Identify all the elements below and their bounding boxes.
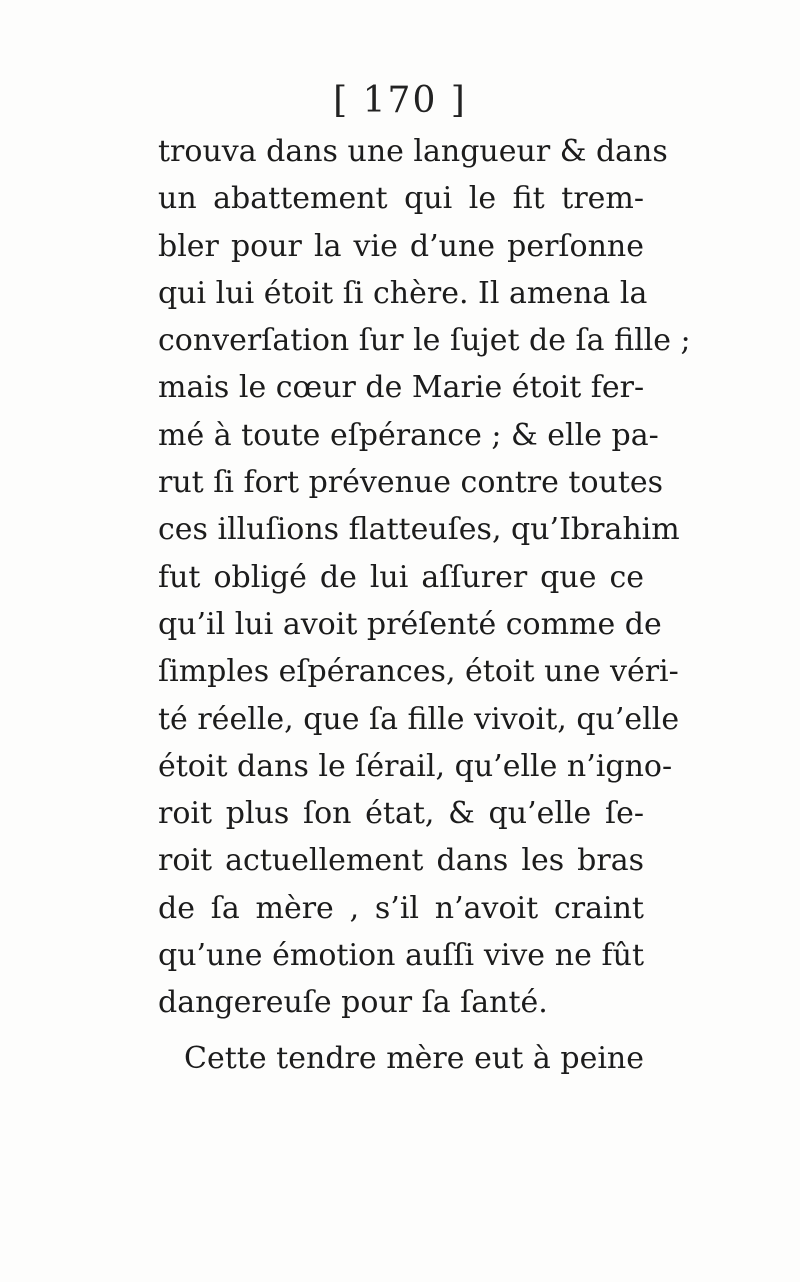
text-line: té réelle, que ſa fille vivoit, qu’elle bbox=[158, 701, 680, 737]
text-line: trouva dans une langueur & dans bbox=[158, 134, 668, 169]
text-line: mé à toute eſpérance ; & elle pa- bbox=[158, 417, 659, 453]
text-block bbox=[158, 128, 691, 1082]
text-line: ces illuſions flatteuſes, qu’Ibrahim bbox=[158, 512, 680, 548]
page-number: [ 170 ] bbox=[333, 80, 467, 121]
text-line: converſation ſur le ſujet de ſa fille ; bbox=[158, 323, 691, 359]
text-line: rut ſi fort prévenue contre toutes bbox=[158, 465, 664, 501]
text-line: qu’il lui avoit préſenté comme de bbox=[158, 606, 662, 642]
text-line: de ſa mère , s’il n’avoit craint bbox=[158, 890, 644, 926]
text-line: mais le cœur de Marie étoit fer- bbox=[158, 370, 645, 406]
text-line: qui lui étoit ſi chère. Il amena la bbox=[158, 275, 648, 311]
text-line: roit actuellement dans les bras bbox=[158, 843, 644, 879]
text-line: étoit dans le ſérail, qu’elle n’igno- bbox=[158, 748, 673, 784]
text-line: fut obligé de lui aſſurer que ce bbox=[158, 559, 644, 595]
text-line: un abattement qui le fit trem- bbox=[158, 181, 644, 217]
text-line: dangereuſe pour ſa ſanté. bbox=[158, 985, 548, 1021]
text-line: Cette tendre mère eut à peine bbox=[184, 1040, 644, 1076]
text-line: bler pour la vie d’une perſonne bbox=[158, 228, 644, 264]
text-line: ſimples eſpérances, étoit une véri- bbox=[158, 654, 679, 690]
text-line: roit plus ſon état, & qu’elle ſe- bbox=[158, 796, 644, 832]
text-line: qu’une émotion auſſi vive ne fût bbox=[158, 938, 644, 974]
